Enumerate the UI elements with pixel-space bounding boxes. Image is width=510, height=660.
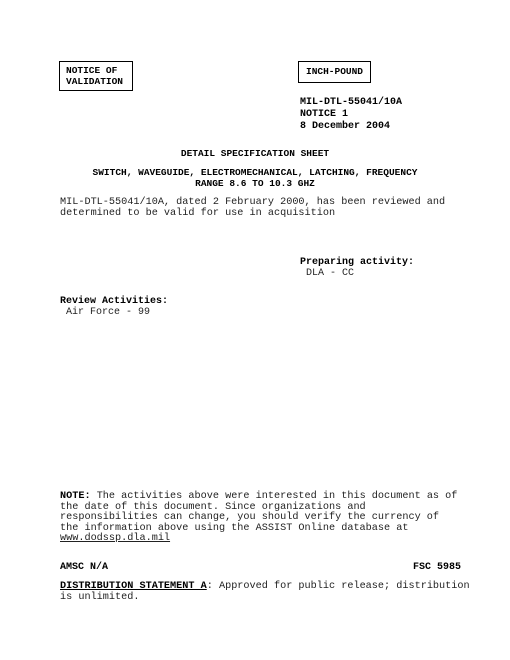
document-date: 8 December 2004	[300, 121, 391, 132]
notice-of-validation-box	[59, 61, 133, 91]
note-line-1: The activities above were interested in this document as of	[90, 491, 458, 502]
notice-box-line-1: NOTICE OF	[66, 65, 118, 76]
sheet-title: DETAIL SPECIFICATION SHEET	[180, 148, 330, 159]
notice-box-line-2: VALIDATION	[66, 76, 124, 87]
amsc-code: AMSC N/A	[60, 562, 109, 573]
validation-line-1: MIL-DTL-55041/10A, dated 2 February 2000, has been reviewed and	[60, 197, 446, 208]
document-notice: NOTICE 1	[300, 109, 349, 120]
review-activities	[60, 297, 168, 318]
inch-pound-label: INCH-POUND	[306, 66, 364, 77]
note-line-4: the information above using the ASSIST Online database at	[60, 522, 409, 534]
preparing-activity-value: DLA - CC	[306, 267, 355, 279]
validation-line-2: determined to be valid for use in acquisition	[60, 207, 336, 219]
note-paragraph	[60, 492, 457, 545]
distribution-line-1: : Approved for public release; distribution	[206, 581, 470, 592]
review-activities-label: Review Activities:	[60, 296, 169, 307]
document-identifier	[300, 97, 402, 133]
note-line-3: responsibilities can change, you should verify the currency of	[60, 512, 440, 523]
item-title-line-1: SWITCH, WAVEGUIDE, ELECTROMECHANICAL, LATCHING, FREQUENCY	[92, 167, 418, 178]
distribution-line-2: is unlimited.	[60, 591, 140, 603]
note-label: NOTE:	[60, 491, 91, 502]
note-line-2: the date of this document. Since organizations and	[60, 501, 366, 513]
preparing-activity	[300, 258, 414, 279]
validation-paragraph	[60, 198, 445, 219]
inch-pound-box	[298, 61, 371, 83]
review-activities-value: Air Force - 99	[66, 306, 151, 318]
item-title-line-2: RANGE 8.6 TO 10.3 GHZ	[195, 178, 315, 189]
document-number: MIL-DTL-55041/10A	[300, 97, 403, 108]
distribution-statement	[60, 582, 470, 603]
fsc-code: FSC 5985	[413, 562, 462, 573]
assist-link[interactable]: www.dodssp.dla.mil	[60, 533, 171, 544]
preparing-activity-label: Preparing activity:	[300, 257, 415, 268]
distribution-label: DISTRIBUTION STATEMENT A	[60, 581, 207, 592]
